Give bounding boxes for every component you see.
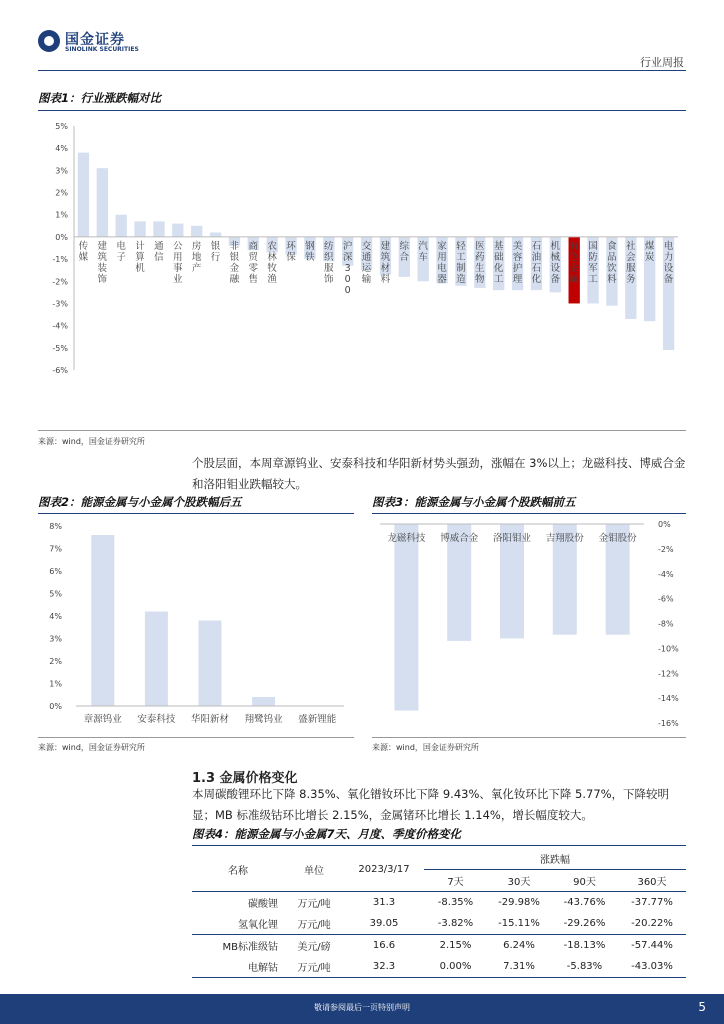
- figure3-bottom-rule: [372, 737, 686, 738]
- bar: [199, 621, 222, 707]
- cell-price: 16.6: [372, 940, 396, 951]
- header-period: 360天: [637, 877, 667, 888]
- y-tick-label: 0%: [55, 232, 68, 242]
- y-tick-label: 2%: [55, 188, 68, 198]
- figure1-bottom-rule: [38, 430, 686, 431]
- y-tick-label: -6%: [658, 594, 674, 604]
- y-tick-label: 7%: [49, 544, 62, 554]
- report-type: 行业周报: [640, 56, 684, 69]
- cell-change: 0.00%: [439, 961, 472, 972]
- cell-change: -57.44%: [631, 940, 673, 951]
- company-logo: [38, 28, 168, 56]
- figure3-title: 图表3：能源金属与小金属个股跌幅前五: [372, 495, 576, 509]
- bar: [145, 612, 168, 707]
- bar: [252, 697, 275, 706]
- bar: [116, 215, 127, 237]
- cell-change: -43.03%: [631, 961, 673, 972]
- table-row: [192, 913, 686, 935]
- cell-change: -18.13%: [563, 940, 606, 951]
- header-period: 7天: [447, 877, 464, 888]
- logo-text-cn: 国金证券: [65, 32, 125, 48]
- bar: [394, 524, 418, 711]
- category-label: 建筑装饰: [97, 240, 108, 285]
- bar: [210, 232, 221, 236]
- y-tick-label: -1%: [52, 255, 68, 265]
- category-label: 沪深 3 0 0: [342, 240, 353, 296]
- header-date: 2023/3/17: [358, 864, 410, 875]
- figure2-source: 来源：wind，国金证券研究所: [38, 743, 145, 752]
- category-label: 汽车: [418, 240, 428, 263]
- category-label: 公用事业: [173, 240, 183, 285]
- y-tick-label: 3%: [49, 634, 62, 644]
- category-label: 翔鹭钨业: [244, 714, 283, 725]
- y-tick-label: -2%: [52, 277, 68, 287]
- y-tick-label: 4%: [55, 144, 68, 154]
- category-label: 电力设备: [663, 240, 674, 285]
- metal-price-table: [192, 848, 686, 978]
- cell-change: -29.98%: [498, 897, 540, 908]
- figure2-title: 图表2：能源金属与小金属个股跌幅后五: [38, 495, 242, 509]
- metal-price-commentary: 本周碳酸锂环比下降 8.35%、氧化镨钕环比下降 9.43%、氧化钕环比下降 5.77%，下降较明显；MB 标准级钴环比增长 2.15%，金属锗环比增长 1.14%，增长幅度较大。: [192, 787, 670, 822]
- y-tick-label: 0%: [49, 702, 62, 711]
- category-label: 家用电器: [437, 240, 447, 285]
- cell-change: -8.35%: [437, 897, 474, 908]
- category-label: 石油石化: [531, 240, 542, 285]
- figure3-source: 来源：wind，国金证券研究所: [372, 743, 479, 752]
- cell-change: -15.11%: [498, 918, 540, 929]
- category-label: 纺织服饰: [324, 240, 334, 285]
- y-tick-label: -10%: [658, 644, 679, 654]
- category-label: 通信: [154, 240, 164, 263]
- y-tick-label: -4%: [52, 321, 68, 331]
- category-label: 机械设备: [550, 240, 561, 285]
- table-row: [192, 892, 686, 914]
- y-tick-label: -16%: [658, 719, 679, 728]
- y-tick-label: 5%: [55, 122, 68, 131]
- footer-disclaimer: 敬请参阅最后一页特别声明: [314, 1003, 410, 1012]
- y-tick-label: 8%: [49, 522, 62, 531]
- y-tick-label: 1%: [49, 679, 62, 689]
- category-label: 社会服务: [626, 240, 636, 285]
- y-tick-label: -3%: [52, 299, 68, 309]
- cell-name: 氢氧化锂: [238, 920, 278, 931]
- category-label: 钢铁: [305, 240, 315, 263]
- category-label: 轻工制造: [456, 240, 466, 285]
- cell-price: 39.05: [369, 918, 399, 929]
- header-divider: [38, 70, 686, 71]
- figure1-source: 来源：wind，国金证券研究所: [38, 437, 145, 446]
- cell-name: 碳酸锂: [248, 899, 278, 910]
- section-heading: 1.3 金属价格变化: [192, 771, 298, 786]
- table-row: [192, 935, 686, 957]
- category-label: 博威合金: [440, 533, 479, 544]
- table-row: [192, 956, 686, 978]
- category-label: 吉翔股份: [545, 533, 584, 544]
- figure2-bottom-rule: [38, 737, 354, 738]
- cell-name: 电解钴: [248, 963, 278, 974]
- cell-change: -29.26%: [563, 918, 606, 929]
- category-label: 环保: [286, 240, 296, 263]
- top-gainers-chart: [38, 515, 354, 735]
- category-label: 安泰科技: [137, 714, 176, 725]
- category-label: 煤炭: [644, 240, 655, 263]
- category-label: 医药生物: [475, 240, 485, 285]
- cell-price: 31.3: [372, 897, 396, 908]
- category-label: 金钼股份: [598, 533, 637, 544]
- industry-change-chart: [38, 112, 686, 430]
- cell-change: 2.15%: [439, 940, 472, 951]
- table-header-row: [192, 848, 686, 870]
- y-tick-label: -5%: [52, 343, 68, 353]
- header-period: 90天: [573, 877, 596, 888]
- y-tick-label: 3%: [55, 166, 68, 176]
- category-label: 基础化工: [493, 240, 504, 285]
- y-tick-label: 0%: [658, 520, 671, 529]
- y-tick-label: -6%: [52, 366, 68, 375]
- bar: [97, 168, 108, 237]
- y-tick-label: 5%: [49, 589, 62, 599]
- logo-icon: [38, 30, 60, 52]
- category-label: 华阳新材: [190, 714, 230, 725]
- category-label: 章源钨业: [83, 714, 122, 725]
- bar: [78, 153, 89, 237]
- y-tick-label: 6%: [49, 567, 62, 576]
- cell-price: 32.3: [372, 961, 396, 972]
- y-tick-label: 2%: [49, 657, 62, 666]
- stock-commentary: 个股层面，本周章源钨业、安泰科技和华阳新材势头强劲，涨幅在 3%以上；龙磁科技、博威合金和洛阳钼业跌幅较大。: [192, 456, 686, 491]
- figure3-top-rule: [372, 513, 686, 514]
- header-name: 名称: [228, 866, 248, 877]
- category-label: 电子: [116, 240, 126, 263]
- category-label: 美容护理: [512, 240, 523, 285]
- category-label: 龙磁科技: [387, 533, 426, 544]
- cell-change: -43.76%: [563, 897, 606, 908]
- cell-change: -5.83%: [566, 961, 603, 972]
- y-tick-label: -14%: [658, 694, 679, 704]
- cell-change: 6.24%: [503, 940, 535, 951]
- cell-name: MB标准级钴: [222, 942, 278, 953]
- y-tick-label: 1%: [55, 210, 68, 220]
- category-label: 盛新锂能: [298, 714, 337, 725]
- category-label: 银行: [210, 240, 221, 263]
- figure4-title: 图表4：能源金属与小金属7天、月度、季度价格变化: [192, 827, 462, 841]
- y-tick-label: -2%: [658, 544, 674, 554]
- bar: [153, 221, 164, 237]
- y-tick-label: -4%: [658, 569, 674, 579]
- header-period: 30天: [507, 877, 531, 888]
- category-label: 计算机: [135, 240, 145, 274]
- cell-change: -3.82%: [437, 918, 474, 929]
- category-label: 农林牧渔: [267, 240, 277, 285]
- category-label: 综合: [399, 240, 410, 263]
- category-label: 洛阳钼业: [492, 533, 532, 544]
- header-unit: 单位: [304, 866, 324, 877]
- figure2-top-rule: [38, 513, 354, 514]
- category-label: 有色金属: [569, 240, 579, 285]
- y-tick-label: -12%: [658, 669, 679, 679]
- cell-unit: 万元/吨: [297, 963, 331, 974]
- y-tick-label: -8%: [658, 619, 674, 629]
- category-label: 国防军工: [588, 240, 598, 285]
- category-label: 建筑材料: [380, 240, 391, 285]
- category-label: 食品饮料: [607, 240, 617, 285]
- category-label: 商贸零售: [248, 240, 259, 285]
- cell-unit: 美元/磅: [297, 942, 331, 953]
- category-label: 交通运输: [361, 240, 372, 285]
- figure4-top-rule: [192, 845, 686, 846]
- cell-change: -37.77%: [631, 897, 673, 908]
- bar: [191, 226, 202, 237]
- header-change: 涨跌幅: [424, 848, 686, 870]
- figure1-top-rule: [38, 110, 686, 111]
- bar: [91, 535, 114, 706]
- bar: [172, 224, 183, 237]
- cell-change: -20.22%: [631, 918, 673, 929]
- page-number: 5: [698, 1000, 706, 1014]
- y-tick-label: 4%: [49, 612, 62, 621]
- bar: [134, 221, 145, 237]
- category-label: 传媒: [78, 240, 89, 263]
- top-losers-chart: [372, 515, 686, 735]
- cell-unit: 万元/吨: [297, 920, 331, 931]
- category-label: 非银金融: [229, 240, 240, 285]
- logo-text-en: SINOLINK SECURITIES: [65, 46, 139, 53]
- cell-change: 7.31%: [503, 961, 535, 972]
- category-label: 房地产: [191, 240, 202, 274]
- cell-unit: 万元/吨: [297, 899, 331, 910]
- figure1-title: 图表1：行业涨跌幅对比: [38, 91, 162, 105]
